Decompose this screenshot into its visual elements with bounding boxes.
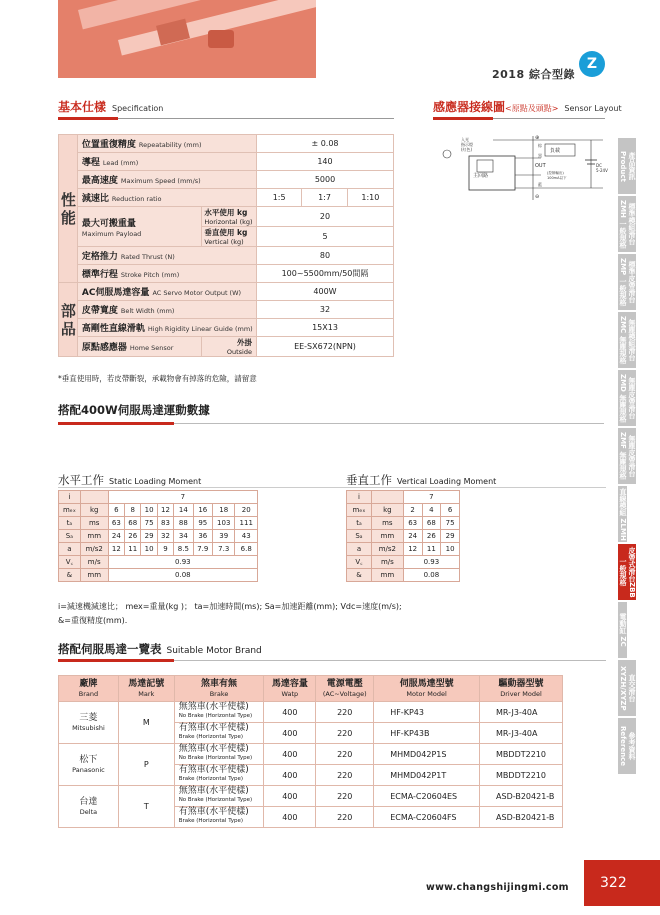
formula-legend <box>58 600 402 628</box>
amp-unit: mm <box>371 569 403 582</box>
column-header-zh: 伺服馬達型號 <box>399 678 454 689</box>
row-unit: ms <box>80 517 108 530</box>
cell-value: 26 <box>422 530 441 543</box>
driver-model-cell: ASD-B20421-B <box>480 807 563 828</box>
cell-value: 24 <box>108 530 124 543</box>
brake-en: No Brake (Horizontal Type) <box>178 755 253 761</box>
page-number: 322 <box>584 860 660 906</box>
vertical-use-note: *垂直使用時，若皮帶斷裂，承載物會有掉落的危險，請留意 <box>58 374 257 383</box>
spec-title: 基本仕樣 Specification <box>58 100 164 114</box>
payload-horizontal-value: 20 <box>256 207 393 227</box>
brake-zh: 有煞車(水平使樣) <box>178 723 249 733</box>
cell-value: 7.9 <box>193 543 212 556</box>
cell-value: 75 <box>141 517 157 530</box>
brand-zh: 松下 <box>79 754 98 765</box>
cell-value: 63 <box>403 517 422 530</box>
blue-wire-label: 藍 <box>538 182 542 187</box>
sensor-wiring-diagram <box>433 130 609 210</box>
vdc-value: 0.93 <box>108 556 257 569</box>
row-unit: mm <box>80 530 108 543</box>
voltage-cell: 220 <box>316 723 374 744</box>
table-row <box>59 786 563 807</box>
sensor-layout-title: 感應器接線圖<原點及頭點> Sensor Layout <box>433 100 622 114</box>
brown-wire-label: 棕 <box>538 143 542 148</box>
column-header <box>316 676 374 702</box>
i-value: 7 <box>403 491 459 504</box>
row-symbol: tₐ <box>347 517 372 530</box>
cell-value: 34 <box>174 530 193 543</box>
table-row <box>59 744 563 765</box>
cell-value: 68 <box>125 517 141 530</box>
side-tab[interactable]: 無塵皮帶滑台ZMD 無塵規格 <box>618 370 636 426</box>
cell-value: 6.8 <box>235 543 258 556</box>
brake-cell <box>174 723 264 744</box>
brake-zh: 無煞車(水平使樣) <box>178 786 249 796</box>
formula-line: i=減速機減速比； mex=重量(kg )； ta=加速時間(ms); Sa=加速距離(mm); Vdc=速度(m/s); <box>58 602 402 611</box>
column-header-zh: 馬達容量 <box>271 678 308 689</box>
brake-cell <box>174 807 264 828</box>
row-thrust-value: 80 <box>256 247 393 265</box>
cell-value: 20 <box>235 504 258 517</box>
motor-brand-rule <box>58 660 606 661</box>
column-header-zh: 煞車有無 <box>201 678 238 689</box>
cell-value: 10 <box>441 543 460 556</box>
side-tab-nav <box>618 138 660 776</box>
row-symbol: a <box>59 543 81 556</box>
table-row <box>59 504 258 517</box>
row-payload-label: 最大可搬重量 Maximum Payload <box>77 207 202 247</box>
main-circuit-label: 主回路 <box>473 173 489 179</box>
column-header <box>374 676 480 702</box>
out-label: OUT <box>535 163 546 169</box>
vdc-unit: m/s <box>80 556 108 569</box>
column-header-en: Brake <box>209 689 229 698</box>
formula-line: &=重復精度(mm). <box>58 616 128 625</box>
cell-value: 88 <box>174 517 193 530</box>
table-row <box>59 543 258 556</box>
row-repeat-value: ± 0.08 <box>256 135 393 153</box>
amp-unit: mm <box>80 569 108 582</box>
cell-value: 24 <box>403 530 422 543</box>
cell-value: 12 <box>157 504 173 517</box>
row-unit: mm <box>371 530 403 543</box>
cell-value: 43 <box>235 530 258 543</box>
payload-vertical-label: 垂直使用 kg Vertical (kg) <box>202 227 257 247</box>
side-tab[interactable]: 參考資料 Reference <box>618 718 636 774</box>
motion-rule <box>58 423 604 424</box>
column-header-zh: 廠牌 <box>79 678 98 689</box>
motor-brand-title: 搭配伺服馬達一覽表 Suitable Motor Brand <box>58 642 262 656</box>
motor-model-cell: HF-KP43 <box>374 702 480 723</box>
header-product-image <box>58 0 316 78</box>
voltage-cell: 220 <box>316 786 374 807</box>
side-tab[interactable]: 直交滑台 XYZH/XYZP <box>618 660 636 716</box>
column-header-zh: 電源電壓 <box>326 678 363 689</box>
control-output-label: 100mA以下 <box>547 176 567 180</box>
watt-cell: 400 <box>264 723 316 744</box>
side-tab[interactable]: 直線模組 ZLMH <box>619 487 627 541</box>
driver-model-cell: ASD-B20421-B <box>480 786 563 807</box>
footer-url[interactable]: www.changshijingmi.com <box>426 882 569 893</box>
vdc-symbol: V꜀ <box>347 556 372 569</box>
cell-value: 12 <box>108 543 124 556</box>
brake-zh: 無煞車(水平使樣) <box>178 702 249 712</box>
row-stroke-value: 100~5500mm/50間隔 <box>256 265 393 283</box>
cell-value: 7.3 <box>212 543 234 556</box>
row-belt-label: 皮帶寬度 Belt Width (mm) <box>77 301 256 319</box>
side-tab[interactable]: 無塵模組滑台ZMC 無塵規格 <box>618 312 636 368</box>
row-symbol: Sₐ <box>347 530 372 543</box>
cell-value: 14 <box>174 504 193 517</box>
watt-cell: 400 <box>264 807 316 828</box>
black-wire-label: 黑 <box>538 153 542 158</box>
cell-value: 75 <box>441 517 460 530</box>
cell-value: 11 <box>125 543 141 556</box>
row-lead-value: 140 <box>256 153 393 171</box>
cell-value: 111 <box>235 517 258 530</box>
mark-cell: T <box>118 786 174 828</box>
table-row <box>59 517 258 530</box>
row-sensor-label: 原點感應器 Home Sensor <box>77 337 202 357</box>
sensor-mount-label: 外掛 Outside <box>202 337 257 357</box>
motor-brand-table <box>58 675 563 828</box>
column-header-en: Watp <box>281 689 299 698</box>
table-row <box>59 530 258 543</box>
voltage-cell: 220 <box>316 702 374 723</box>
row-belt-value: 32 <box>256 301 393 319</box>
cell-value: 12 <box>403 543 422 556</box>
vdc-value: 0.93 <box>403 556 459 569</box>
brand-zh: 台達 <box>79 796 98 807</box>
column-header <box>264 676 316 702</box>
i-unit <box>371 491 403 504</box>
row-motor-value: 400W <box>256 283 393 301</box>
cell-value: 18 <box>212 504 234 517</box>
brand-cell <box>59 786 119 828</box>
driver-model-cell: MBDDT2210 <box>480 765 563 786</box>
voltage-cell: 220 <box>316 807 374 828</box>
column-header-en: Mark <box>138 689 155 698</box>
column-header-en: Motor Model <box>406 689 447 698</box>
table-row <box>59 702 563 723</box>
watt-cell: 400 <box>264 744 316 765</box>
cell-value: 11 <box>422 543 441 556</box>
table-row <box>347 504 460 517</box>
motion-data-title: 搭配400W伺服馬達運動數據 <box>58 403 210 417</box>
brake-zh: 無煞車(水平使樣) <box>178 744 249 754</box>
side-tab[interactable]: 標準模組滑台ZMH 一般規格 <box>618 196 636 252</box>
cell-value: 6 <box>108 504 124 517</box>
row-speed-value: 5000 <box>256 171 393 189</box>
payload-horizontal-label: 水平使用 kg Horizontal (kg) <box>202 207 257 227</box>
brake-en: No Brake (Horizontal Type) <box>178 713 253 719</box>
cell-value: 29 <box>441 530 460 543</box>
cell-value: 83 <box>157 517 173 530</box>
row-unit: kg <box>80 504 108 517</box>
brake-cell <box>174 765 264 786</box>
cell-value: 10 <box>141 504 157 517</box>
motor-model-cell: MHMD042P1T <box>374 765 480 786</box>
horizontal-title: 水平工作 Static Loading Moment <box>58 473 202 487</box>
vdc-symbol: V꜀ <box>59 556 81 569</box>
cell-value: 10 <box>141 543 157 556</box>
table-row <box>347 543 460 556</box>
row-symbol: mₑₓ <box>347 504 372 517</box>
cell-value: 103 <box>212 517 234 530</box>
cell-value: 8 <box>125 504 141 517</box>
brand-zh: 三菱 <box>79 712 98 723</box>
control-output-label: (控制輸出) <box>547 171 564 175</box>
column-header <box>118 676 174 702</box>
load-label: 負載 <box>550 148 561 154</box>
i-value: 7 <box>108 491 257 504</box>
side-tab[interactable]: 無塵皮帶滑台ZMF 無塵規格 <box>618 428 636 484</box>
column-header <box>480 676 563 702</box>
cell-value: 29 <box>141 530 157 543</box>
column-header-zh: 馬達記號 <box>128 678 165 689</box>
amp-symbol: & <box>59 569 81 582</box>
column-header-en: (AC~Voltage) <box>322 689 367 698</box>
column-header-zh: 驅動器型號 <box>498 678 544 689</box>
i-unit <box>80 491 108 504</box>
motor-model-cell: ECMA-C20604FS <box>374 807 480 828</box>
row-speed-label: 最高速度 Maximum Speed (mm/s) <box>77 171 256 189</box>
column-header-en: Brand <box>78 689 99 698</box>
row-unit: ms <box>371 517 403 530</box>
row-sensor-value: EE-SX672(NPN) <box>256 337 393 357</box>
dc-label: DC <box>596 163 602 168</box>
motor-model-cell: MHMD042P1S <box>374 744 480 765</box>
group-performance: 性能 <box>59 135 78 283</box>
cell-value: 8.5 <box>174 543 193 556</box>
brand-en: Delta <box>79 807 98 816</box>
loading-rule <box>58 487 606 488</box>
column-header-en: Driver Model <box>500 689 542 698</box>
row-motor-label: AC伺服馬達容量 AC Servo Motor Output (W) <box>77 283 256 301</box>
column-header <box>174 676 264 702</box>
brand-cell <box>59 702 119 744</box>
row-unit: kg <box>371 504 403 517</box>
sensor-rule <box>433 118 605 119</box>
sensor-indicator-label: 指示燈 <box>461 142 473 147</box>
cell-value: 39 <box>212 530 234 543</box>
cell-value: 2 <box>403 504 422 517</box>
motor-model-cell: ECMA-C20604ES <box>374 786 480 807</box>
brake-en: No Brake (Horizontal Type) <box>178 797 253 803</box>
ratio-value: 1:5 <box>256 189 301 207</box>
brake-en: Brake (Horizontal Type) <box>178 776 243 782</box>
row-ratio-label: 減速比 Reduction ratio <box>77 189 256 207</box>
ratio-value: 1:10 <box>347 189 393 207</box>
brake-zh: 有煞車(水平使樣) <box>178 807 249 817</box>
cell-value: 16 <box>193 504 212 517</box>
row-symbol: mₑₓ <box>59 504 81 517</box>
brake-zh: 有煞車(水平使樣) <box>178 765 249 775</box>
brake-cell <box>174 744 264 765</box>
group-parts: 部品 <box>59 283 78 357</box>
driver-model-cell: MR-J3-40A <box>480 702 563 723</box>
cell-value: 6 <box>441 504 460 517</box>
table-row <box>347 530 460 543</box>
voltage-cell: 220 <box>316 744 374 765</box>
row-symbol: Sₐ <box>59 530 81 543</box>
cell-value: 9 <box>157 543 173 556</box>
watt-cell: 400 <box>264 765 316 786</box>
sensor-indicator-label: (紅色) <box>461 147 473 152</box>
horizontal-table <box>58 490 258 582</box>
mark-cell: M <box>118 702 174 744</box>
side-tab[interactable]: 皮帶式滑台ZBB 一般規格 <box>618 544 636 600</box>
driver-model-cell: MBDDT2210 <box>480 744 563 765</box>
cell-value: 63 <box>108 517 124 530</box>
row-repeat-label: 位置重復精度 Repeatability (mm) <box>77 135 256 153</box>
vertical-table <box>346 490 460 582</box>
row-unit: m/s2 <box>80 543 108 556</box>
watt-cell: 400 <box>264 786 316 807</box>
row-rail-label: 高剛性直線滑軌 High Rigidity Linear Guide (mm) <box>77 319 256 337</box>
plus-terminal: ⊕ <box>535 135 540 141</box>
cell-value: 68 <box>422 517 441 530</box>
watt-cell: 400 <box>264 702 316 723</box>
motor-model-cell: HF-KP43B <box>374 723 480 744</box>
i-label: i <box>59 491 81 504</box>
vertical-title: 垂直工作 Vertical Loading Moment <box>346 473 497 487</box>
row-rail-value: 15X13 <box>256 319 393 337</box>
brake-en: Brake (Horizontal Type) <box>178 818 243 824</box>
ratio-value: 1:7 <box>302 189 347 207</box>
brake-cell <box>174 702 264 723</box>
brand-logo: Z <box>579 51 605 77</box>
catalog-title: 2018 綜合型錄 <box>492 68 575 81</box>
cell-value: 26 <box>125 530 141 543</box>
cell-value: 4 <box>422 504 441 517</box>
payload-vertical-value: 5 <box>256 227 393 247</box>
row-unit: m/s2 <box>371 543 403 556</box>
row-symbol: tₐ <box>59 517 81 530</box>
voltage-cell: 220 <box>316 765 374 786</box>
row-symbol: a <box>347 543 372 556</box>
brand-en: Panasonic <box>72 765 105 774</box>
row-thrust-label: 定格推力 Rated Thrust (N) <box>77 247 256 265</box>
i-label: i <box>347 491 372 504</box>
brake-en: Brake (Horizontal Type) <box>178 734 243 740</box>
spec-table <box>58 134 394 357</box>
driver-model-cell: MR-J3-40A <box>480 723 563 744</box>
side-tab[interactable]: 標準皮帶滑台ZMP 一般規格 <box>618 254 636 310</box>
row-lead-label: 導程 Lead (mm) <box>77 153 256 171</box>
dc-label: 5-24V <box>596 168 608 173</box>
side-tab[interactable]: 電動缸 ZC <box>618 602 627 658</box>
amp-symbol: & <box>347 569 372 582</box>
brake-cell <box>174 786 264 807</box>
amp-value: 0.08 <box>108 569 257 582</box>
vdc-unit: m/s <box>371 556 403 569</box>
brand-cell <box>59 744 119 786</box>
table-row <box>347 517 460 530</box>
amp-value: 0.08 <box>403 569 459 582</box>
minus-terminal: ⊖ <box>535 194 540 200</box>
cell-value: 95 <box>193 517 212 530</box>
brand-en: Mitsubishi <box>72 723 105 732</box>
sensor-indicator-label: 入光 <box>461 137 469 142</box>
spec-rule <box>58 118 394 119</box>
row-stroke-label: 標準行程 Stroke Pitch (mm) <box>77 265 256 283</box>
mark-cell: P <box>118 744 174 786</box>
cell-value: 32 <box>157 530 173 543</box>
side-tab[interactable]: 產品資訊 Product <box>618 138 636 194</box>
cell-value: 36 <box>193 530 212 543</box>
column-header <box>59 676 119 702</box>
